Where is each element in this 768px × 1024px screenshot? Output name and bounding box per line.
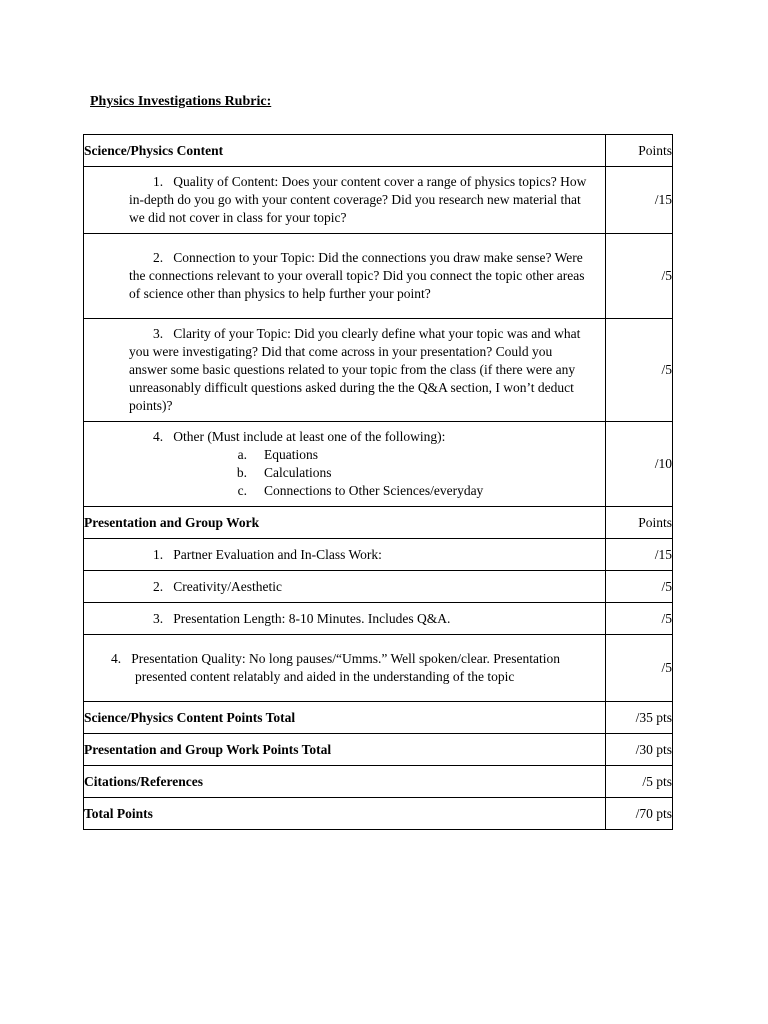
criterion-text: Other (Must include at least one of the following): [173, 429, 446, 444]
criterion-points: /5 [606, 319, 673, 422]
sub-item-text: Equations [264, 447, 318, 462]
criterion-number: 2. [153, 578, 164, 594]
criterion-points: /5 [606, 571, 673, 603]
total-label: Science/Physics Content Points Total [84, 702, 606, 734]
sub-item-text: Calculations [264, 465, 332, 480]
table-row [84, 734, 673, 766]
table-row [84, 507, 673, 539]
sub-item-letter: a. [237, 447, 247, 462]
section-header-presentation: Presentation and Group Work [84, 507, 606, 539]
criterion-number: 4. [153, 429, 164, 444]
sub-item-text: Connections to Other Sciences/everyday [264, 483, 484, 498]
table-row [84, 798, 673, 830]
total-label: Presentation and Group Work Points Total [84, 734, 606, 766]
criterion-text: Partner Evaluation and In-Class Work: [173, 546, 382, 562]
criterion-cell [84, 234, 606, 319]
criterion-text: Quality of Content: Does your content cover a range of physics topics? How in-depth do you go with your content coverage? Did you research new material that we did not cover in class for your topic? [129, 174, 587, 225]
criterion-cell [84, 539, 606, 571]
criterion-text: Clarity of your Topic: Did you clearly define what your topic was and what you were investigating? Did that come across in your presentation? Could you answer some basic questions related to your topic from the class (if there were any unreasonably difficult questions asked during the the Q&A section, I won’t deduct points)? [129, 326, 581, 413]
criterion-text-block [84, 423, 605, 446]
criterion-number: 4. [111, 651, 122, 666]
criterion-cell [84, 603, 606, 635]
criterion-number: 3. [153, 326, 164, 341]
criterion-text: Creativity/Aesthetic [173, 578, 282, 594]
criterion-text: Presentation Quality: No long pauses/“Umms.” Well spoken/clear. Presentation presented content relatably and aided in the understanding of the topic [131, 651, 560, 684]
criterion-text-block [84, 573, 605, 601]
criterion-points: /5 [606, 234, 673, 319]
criterion-cell [84, 422, 606, 507]
table-row [84, 135, 673, 167]
criterion-number: 3. [153, 610, 164, 626]
total-label: Total Points [84, 798, 606, 830]
table-row [84, 234, 673, 319]
table-row [84, 702, 673, 734]
sub-list-item [226, 464, 605, 482]
table-row [84, 635, 673, 702]
table-row [84, 319, 673, 422]
points-column-header: Points [606, 507, 673, 539]
total-points: /70 pts [606, 798, 673, 830]
total-label: Citations/References [84, 766, 606, 798]
criterion-cell [84, 319, 606, 422]
table-row [84, 766, 673, 798]
sub-list-item [226, 482, 605, 500]
sub-item-letter: b. [236, 465, 247, 480]
criterion-text-block [84, 645, 605, 691]
total-points: /5 pts [606, 766, 673, 798]
rubric-table [83, 134, 673, 830]
criterion-text-block [84, 244, 605, 308]
document-title: Physics Investigations Rubric: [90, 94, 272, 109]
criterion-text-block [84, 541, 605, 569]
criterion-cell [84, 167, 606, 234]
table-row [84, 571, 673, 603]
criterion-points: /15 [606, 167, 673, 234]
criterion-cell [84, 635, 606, 702]
criterion-text: Presentation Length: 8-10 Minutes. Includes Q&A. [173, 610, 451, 626]
criterion-points: /5 [606, 603, 673, 635]
criterion-number: 1. [153, 174, 164, 189]
sub-list-item [226, 446, 605, 464]
criterion-cell [84, 571, 606, 603]
points-column-header: Points [606, 135, 673, 167]
criterion-text-block [84, 320, 605, 420]
criterion-number: 2. [153, 250, 164, 265]
section-header-science: Science/Physics Content [84, 135, 606, 167]
table-row [84, 603, 673, 635]
table-row [84, 539, 673, 571]
criterion-points: /5 [606, 635, 673, 702]
table-row [84, 167, 673, 234]
criterion-points: /15 [606, 539, 673, 571]
total-points: /35 pts [606, 702, 673, 734]
criterion-points: /10 [606, 422, 673, 507]
sub-list [84, 446, 605, 505]
sub-item-letter: c. [237, 483, 247, 498]
criterion-text-block [84, 168, 605, 232]
total-points: /30 pts [606, 734, 673, 766]
table-row [84, 422, 673, 507]
criterion-text-block [84, 605, 605, 633]
criterion-number: 1. [153, 546, 164, 562]
criterion-text: Connection to your Topic: Did the connections you draw make sense? Were the connections relevant to your overall topic? Did you connect the topic other areas of science other than physics to help further your point? [129, 250, 585, 301]
